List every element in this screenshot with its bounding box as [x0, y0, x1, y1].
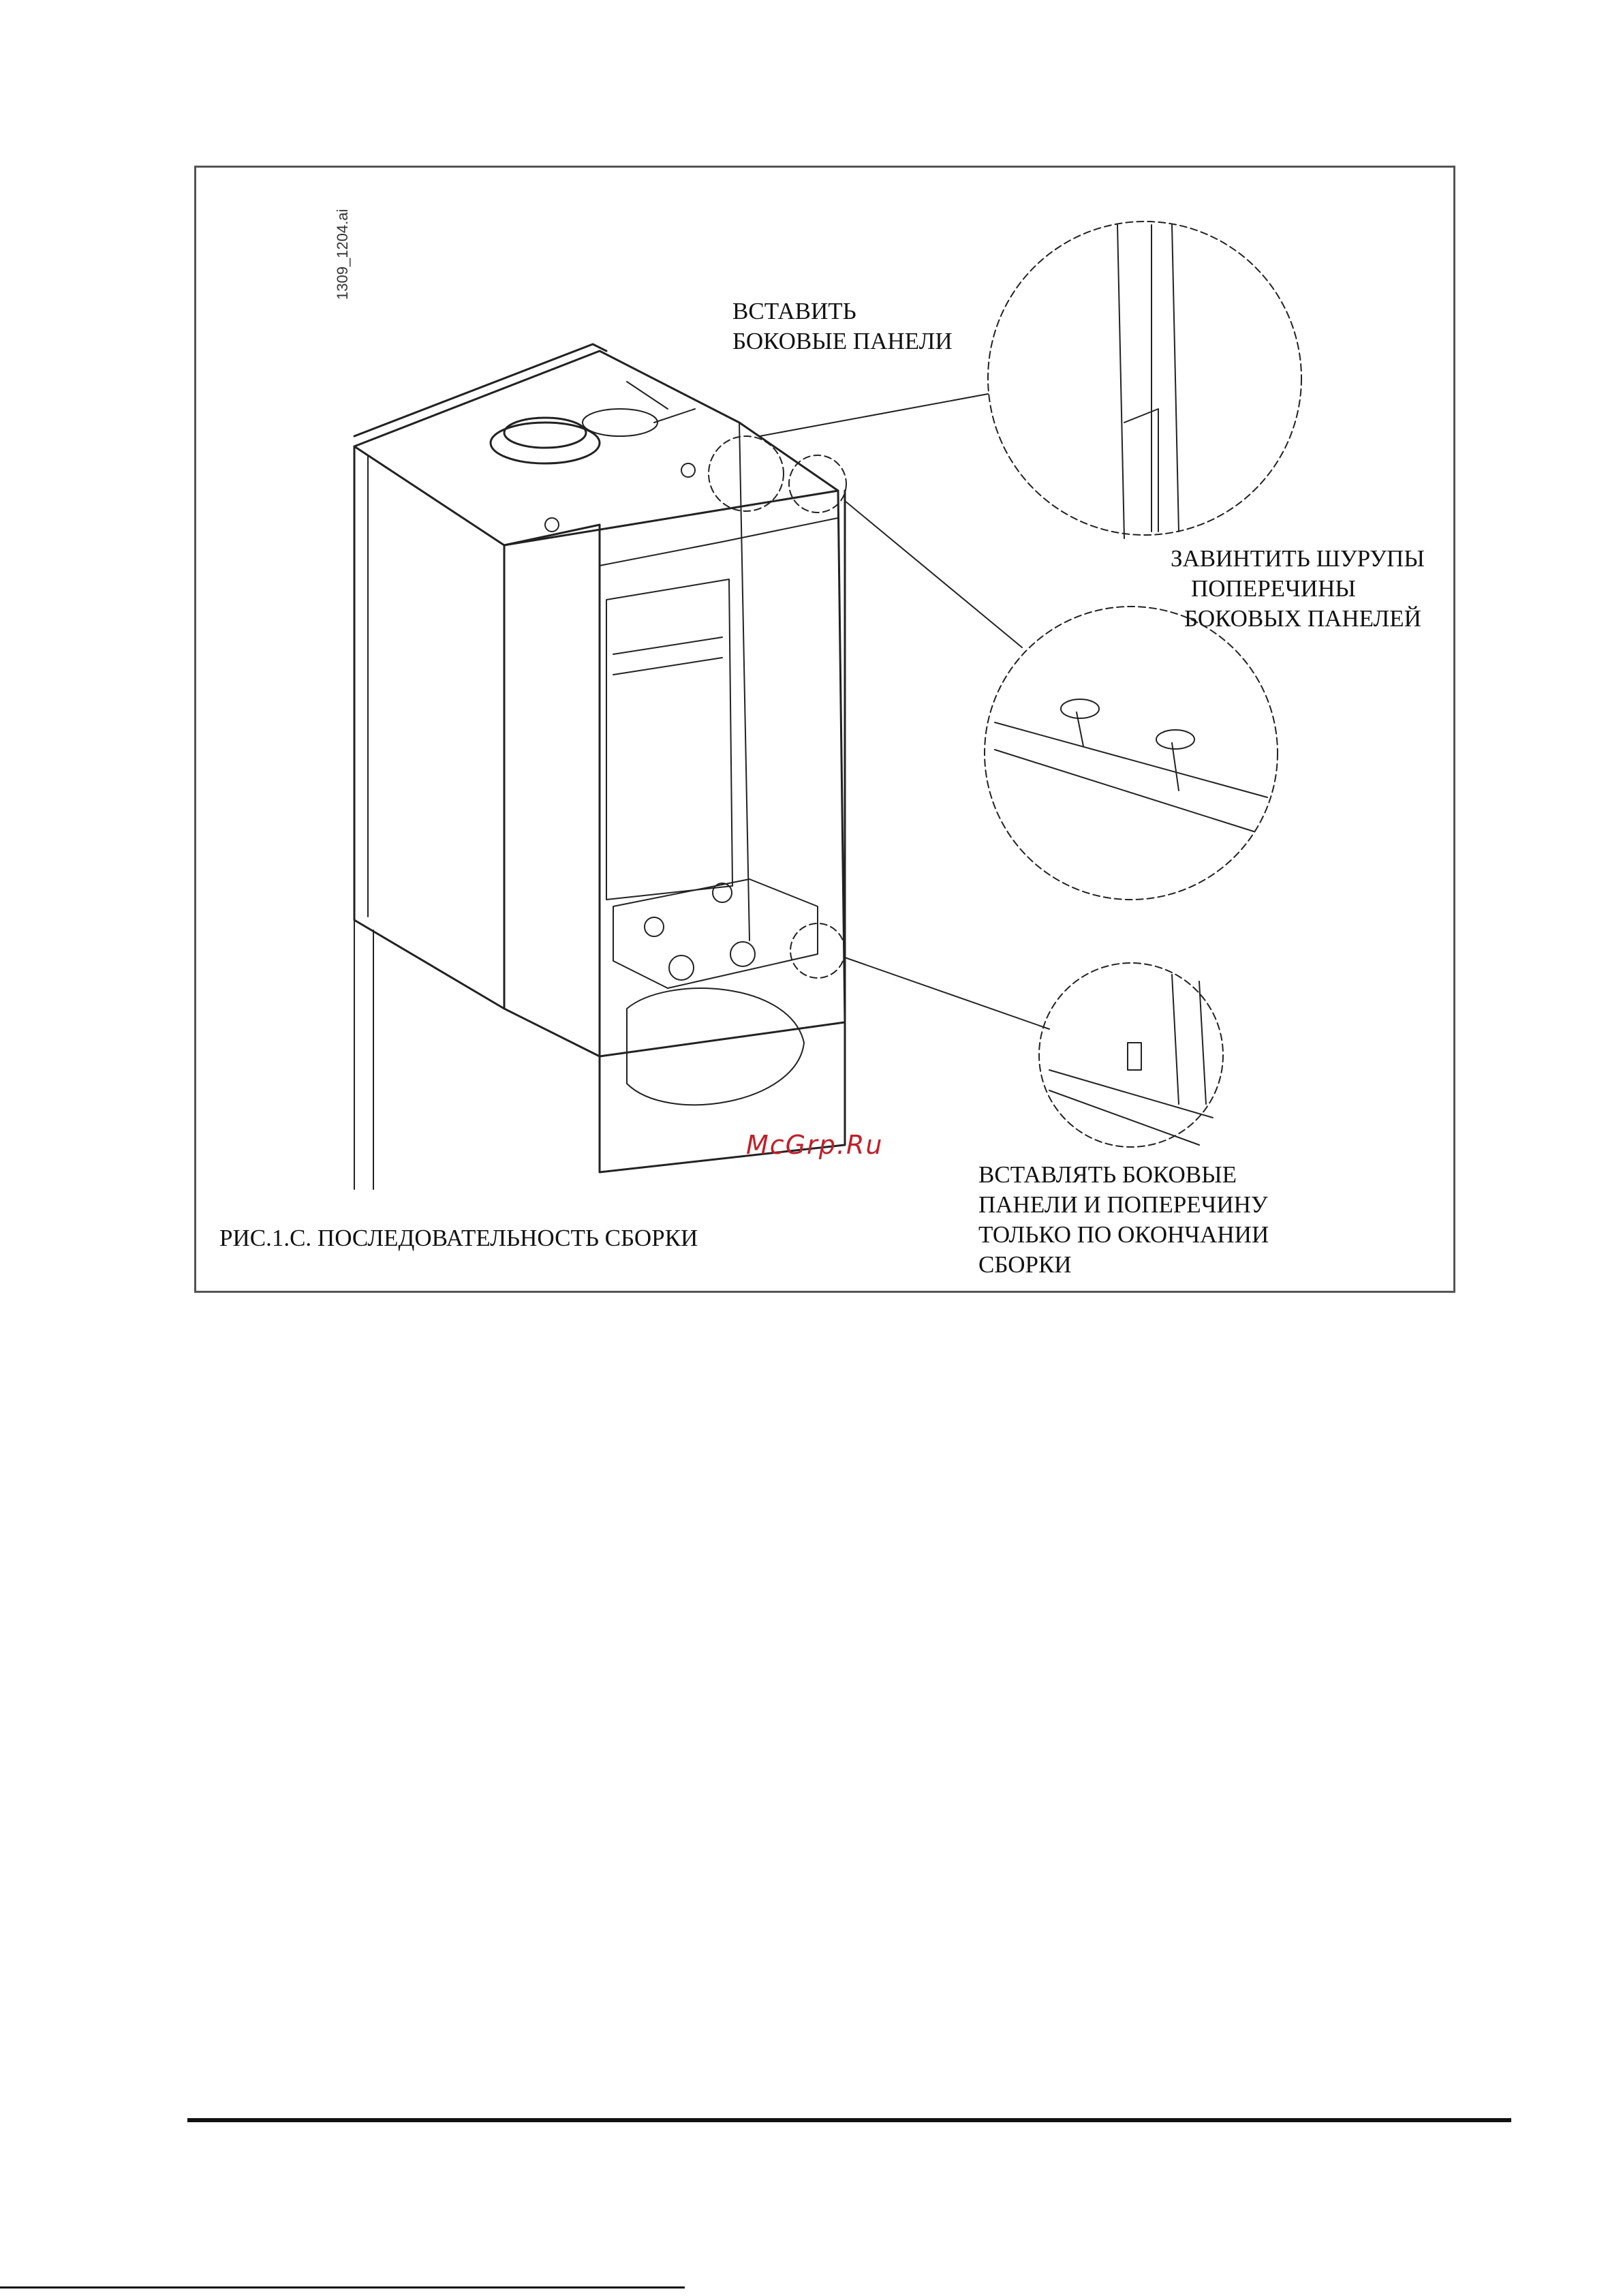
detail-panel-bottom: [790, 923, 1223, 1147]
callout-insert-side-panels: ВСТАВИТЬ БОКОВЫЕ ПАНЕЛИ: [732, 298, 953, 354]
footnote-separator: [0, 2286, 685, 2289]
figure-caption: РИС.1.С. ПОСЛЕДОВАТЕЛЬНОСТЬ СБОРКИ: [219, 1225, 698, 1251]
boiler-casing: [354, 344, 845, 1189]
page-footer-rule: [187, 2118, 1511, 2122]
file-code: 1309_1204.ai: [334, 209, 351, 300]
callout-screw-crossbar: ЗАВИНТИТЬ ШУРУПЫ ПОПЕРЕЧИНЫ БОКОВЫХ ПАНЕЛЕЙ: [1171, 545, 1425, 632]
watermark: McGrp.Ru: [746, 1130, 884, 1160]
callout-insert-after-assembly: ВСТАВЛЯТЬ БОКОВЫЕ ПАНЕЛИ И ПОПЕРЕЧИНУ ТОЛЬКО ПО ОКОНЧАНИИ СБОРКИ: [978, 1161, 1269, 1278]
detail-side-panel-insert: [709, 221, 1301, 538]
detail-crossbar-screws: [789, 455, 1278, 900]
